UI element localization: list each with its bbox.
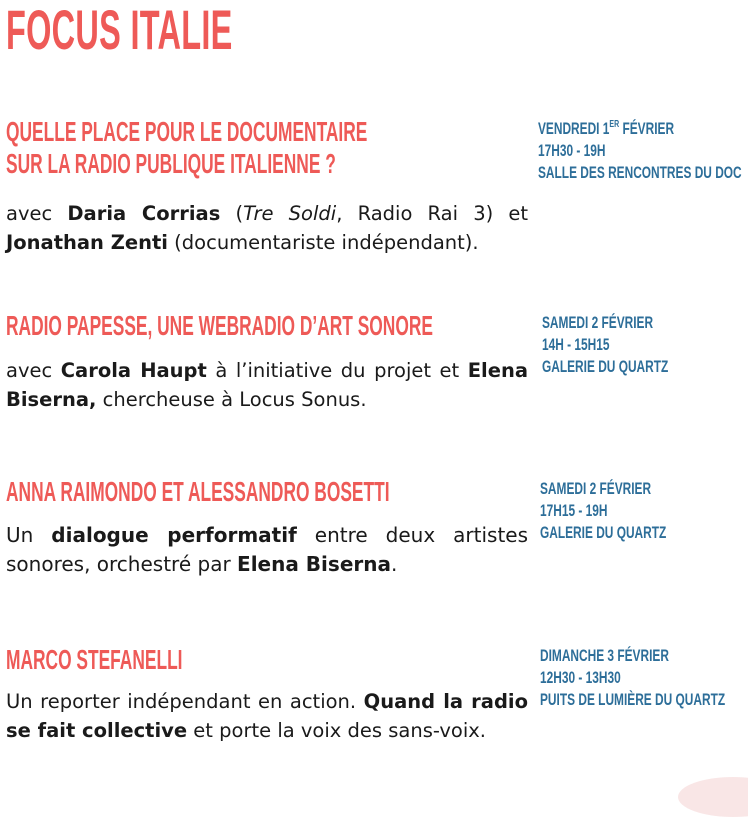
event-venue: SALLE DES RENCONTRES DU DOC <box>538 163 742 182</box>
event-date: SAMEDI 2 FÉVRIER <box>542 313 654 332</box>
event-description: Un dialogue performatif entre deux artistes sonores, orchestré par Elena Biserna. <box>6 523 529 576</box>
event-info <box>538 118 742 184</box>
event-title-line: SUR LA RADIO PUBLIQUE ITALIENNE ? <box>6 148 336 179</box>
event-date: VENDREDI 1ER FÉVRIER <box>538 119 675 138</box>
event-description: avec Daria Corrias (Tre Soldi, Radio Rai 3) et Jonathan Zenti (documentariste indépendant). <box>6 202 529 254</box>
event-title <box>6 310 433 342</box>
event-date: DIMANCHE 3 FÉVRIER <box>540 646 669 665</box>
event-info <box>540 645 725 711</box>
event-time: 17H30 - 19H <box>538 141 606 160</box>
event-title-line: MARCO STEFANELLI <box>6 644 183 675</box>
event-time: 12H30 - 13H30 <box>540 668 621 687</box>
page-title: FOCUS ITALIE <box>6 0 233 61</box>
event-title <box>6 644 182 676</box>
event-venue: GALERIE DU QUARTZ <box>540 523 667 542</box>
event-description: Un reporter indépendant en action. Quand la radio se fait collective et porte la voix des sans-voix. <box>6 690 528 742</box>
event-venue: GALERIE DU QUARTZ <box>542 357 669 376</box>
corner-decoration <box>678 777 748 817</box>
event-title-line: ANNA RAIMONDO ET ALESSANDRO BOSETTI <box>6 476 390 507</box>
event-title-line: RADIO PAPESSE, UNE WEBRADIO D’ART SONORE <box>6 310 433 341</box>
event-time: 14H - 15H15 <box>542 335 610 354</box>
event-title <box>6 476 390 508</box>
event-info <box>542 312 668 378</box>
event-title <box>6 116 367 180</box>
event-date: SAMEDI 2 FÉVRIER <box>540 479 652 498</box>
event-description: avec Carola Haupt à l’initiative du projet et Elena Biserna, chercheuse à Locus Sonus. <box>6 359 529 411</box>
event-venue: PUITS DE LUMIÈRE DU QUARTZ <box>540 690 726 709</box>
event-title-line: QUELLE PLACE POUR LE DOCUMENTAIRE <box>6 116 368 147</box>
event-info <box>540 478 666 544</box>
event-time: 17H15 - 19H <box>540 501 608 520</box>
